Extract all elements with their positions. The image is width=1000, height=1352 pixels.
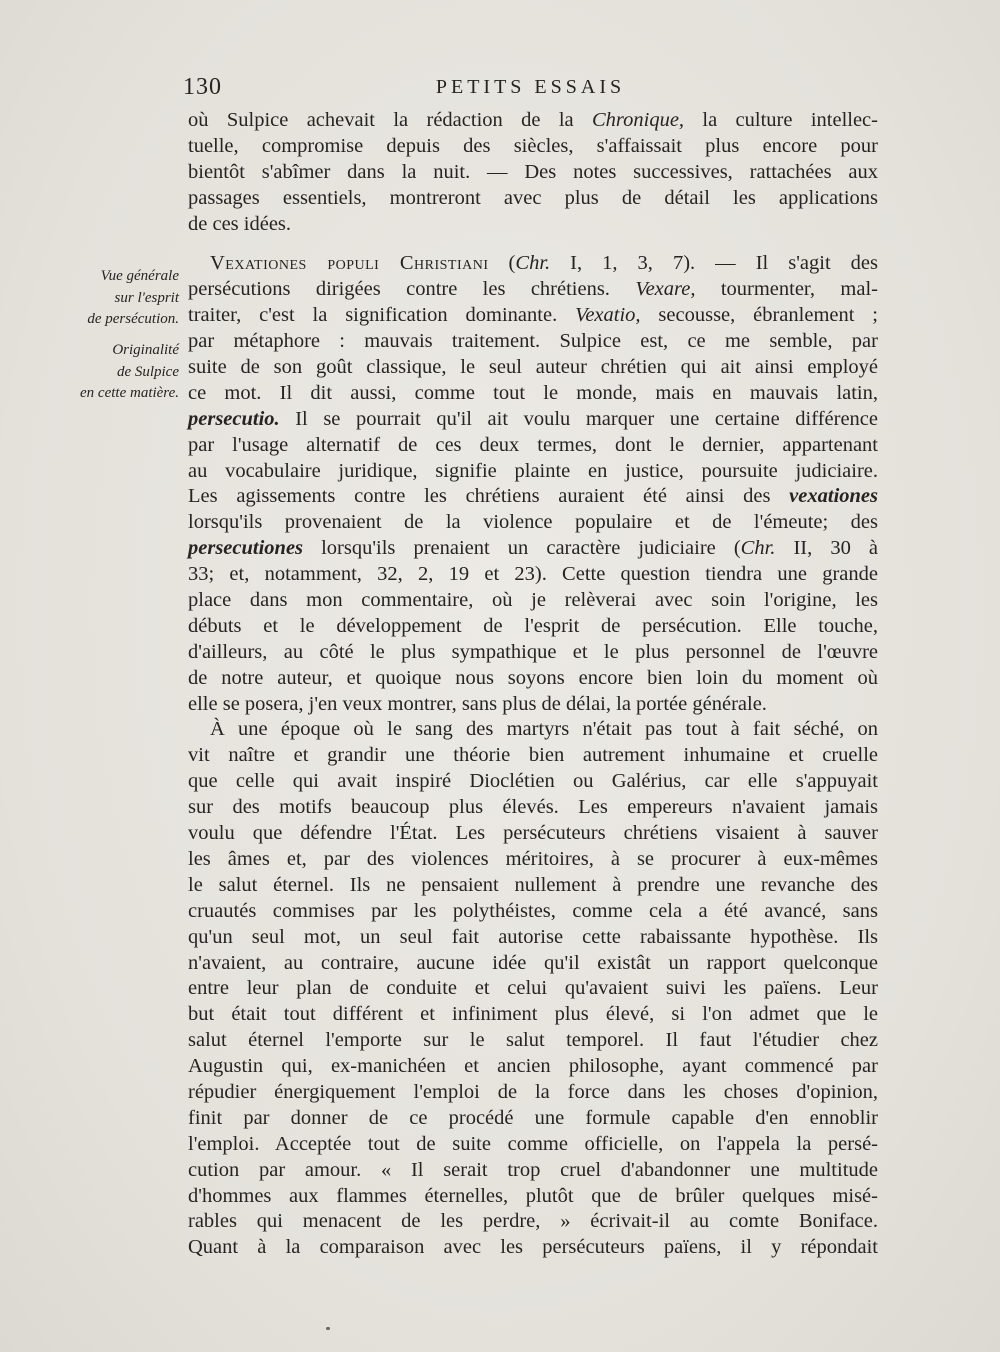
text-line: sur des motifs beaucoup plus élevés. Les empereurs n'avaient jamais (188, 796, 878, 819)
text-line: cruautés commises par les polythéistes, comme cela a été avancé, sans (188, 899, 878, 922)
text-line: finit par donner de ce procédé une formule capable d'en ennoblir (188, 1106, 878, 1129)
text-line: rables qui menacent de les perdre, » écrivait-il au comte Boniface. (188, 1210, 878, 1233)
text-line: qu'un seul mot, un seul fait autorise cette rabaissante hypothèse. Ils (188, 925, 878, 948)
margin-note-line: Vue générale (100, 268, 179, 284)
running-title: PETITS ESSAIS (435, 76, 626, 98)
text-line: persecutio. Il se pourrait qu'il ait voulu marquer une certaine différence (188, 407, 878, 430)
running-head (183, 74, 878, 104)
text-line: elle se posera, j'en veux montrer, sans plus de délai, la portée générale. (188, 692, 767, 715)
text-line: entre leur plan de conduite et celui qu'avaient suivi les païens. Leur (188, 977, 878, 1000)
text-line: de notre auteur, et quoique nous soyons encore bien loin du moment où (188, 666, 878, 689)
text-line: voulu que défendre l'État. Les persécuteurs chrétiens visaient à sauver (188, 822, 878, 845)
margin-note-originality (55, 340, 179, 405)
text-line: ce mot. Il dit aussi, comme tout le monde, mais en mauvais latin, (188, 381, 878, 404)
text-line: au vocabulaire juridique, signifie plainte en justice, poursuite judiciaire. (188, 459, 878, 482)
text-line: Quant à la comparaison avec les persécuteurs païens, il y répondait (188, 1236, 878, 1259)
text-line: traiter, c'est la signification dominante. Vexatio, secousse, ébranlement ; (188, 304, 879, 327)
text-line: persecutiones lorsqu'ils prenaient un caractère judiciaire (Chr. II, 30 à (188, 537, 878, 560)
text-line: le salut éternel. Ils ne pensaient nullement à prendre une revanche des (188, 873, 878, 896)
text-line: bientôt s'abîmer dans la nuit. — Des notes successives, rattachées aux (188, 160, 878, 183)
text-line: À une époque où le sang des martyrs n'était pas tout à fait séché, on (210, 718, 878, 741)
text-line: d'ailleurs, au côté le plus sympathique et le plus personnel de l'œuvre (188, 640, 878, 663)
text-line: débuts et le développement de l'esprit de persécution. Elle touche, (188, 614, 878, 637)
text-line: par métaphore : mauvais traitement. Sulpice est, ce me semble, par (188, 330, 878, 353)
text-line: n'avaient, au contraire, aucune idée qu'il existât un rapport quelconque (188, 951, 878, 974)
text-line-lemma: Vexationes populi Christiani (Chr. I, 1, 3, 7). — Il s'agit des (210, 252, 879, 275)
text-line: Augustin qui, ex-manichéen et ancien philosophe, ayant commencé par (188, 1055, 878, 1078)
ink-speck (326, 1327, 330, 1330)
text-line: par l'usage alternatif de ces deux termes, dont le dernier, appartenant (188, 433, 878, 456)
page-number: 130 (183, 74, 222, 100)
margin-note-line: en cette matière. (80, 385, 179, 401)
text-line: salut éternel l'emporte sur le salut temporel. Il faut l'étudier chez (188, 1029, 878, 1052)
text-line: de ces idées. (188, 212, 292, 235)
text-line: place dans mon commentaire, où je relèverai avec soin l'origine, les (188, 589, 878, 612)
text-line: suite de son goût classique, le seul auteur chrétien qui ait ainsi employé (188, 356, 878, 379)
text-line: où Sulpice achevait la rédaction de la Chronique, la culture intellec- (188, 109, 878, 131)
margin-note-line: de Sulpice (116, 363, 179, 380)
margin-note-general-view (55, 266, 179, 331)
text-line: d'hommes aux flammes éternelles, plutôt que de brûler quelques misé- (188, 1184, 878, 1207)
paragraph-gap (188, 237, 878, 251)
margin-note-line: Originalité (112, 342, 179, 358)
text-line: les âmes et, par des violences méritoires, à se procurer à eux-mêmes (188, 847, 878, 870)
text-line: tuelle, compromise depuis des siècles, s'affaissait plus encore pour (188, 134, 878, 157)
margin-note-line: sur l'esprit (114, 289, 179, 306)
text-line: répudier énergiquement l'emploi de la force dans les choses d'opinion, (188, 1080, 878, 1103)
text-line: persécutions dirigées contre les chrétiens. Vexare, tourmenter, mal- (188, 278, 878, 301)
text-line: passages essentiels, montreront avec plus de détail les applications (188, 186, 878, 209)
text-line: but était tout différent et infiniment plus élevé, si l'on admet que le (188, 1003, 878, 1026)
text-line: vit naître et grandir une théorie bien autrement inhumaine et cruelle (188, 744, 878, 767)
margin-note-line: de persécution. (87, 311, 179, 327)
text-line: cution par amour. « Il serait trop cruel d'abandonner une multitude (188, 1158, 878, 1181)
text-line: lorsqu'ils provenaient de la violence populaire et de l'émeute; des (188, 511, 878, 534)
body-text (188, 108, 878, 1261)
text-line: l'emploi. Acceptée tout de suite comme officielle, on l'appela la persé- (188, 1132, 878, 1155)
text-line: que celle qui avait inspiré Dioclétien ou Galérius, car elle s'appuyait (188, 770, 878, 793)
text-line: 33; et, notamment, 32, 2, 19 et 23). Cette question tiendra une grande (188, 563, 878, 586)
text-line: Les agissements contre les chrétiens auraient été ainsi des vexationes (188, 485, 878, 508)
